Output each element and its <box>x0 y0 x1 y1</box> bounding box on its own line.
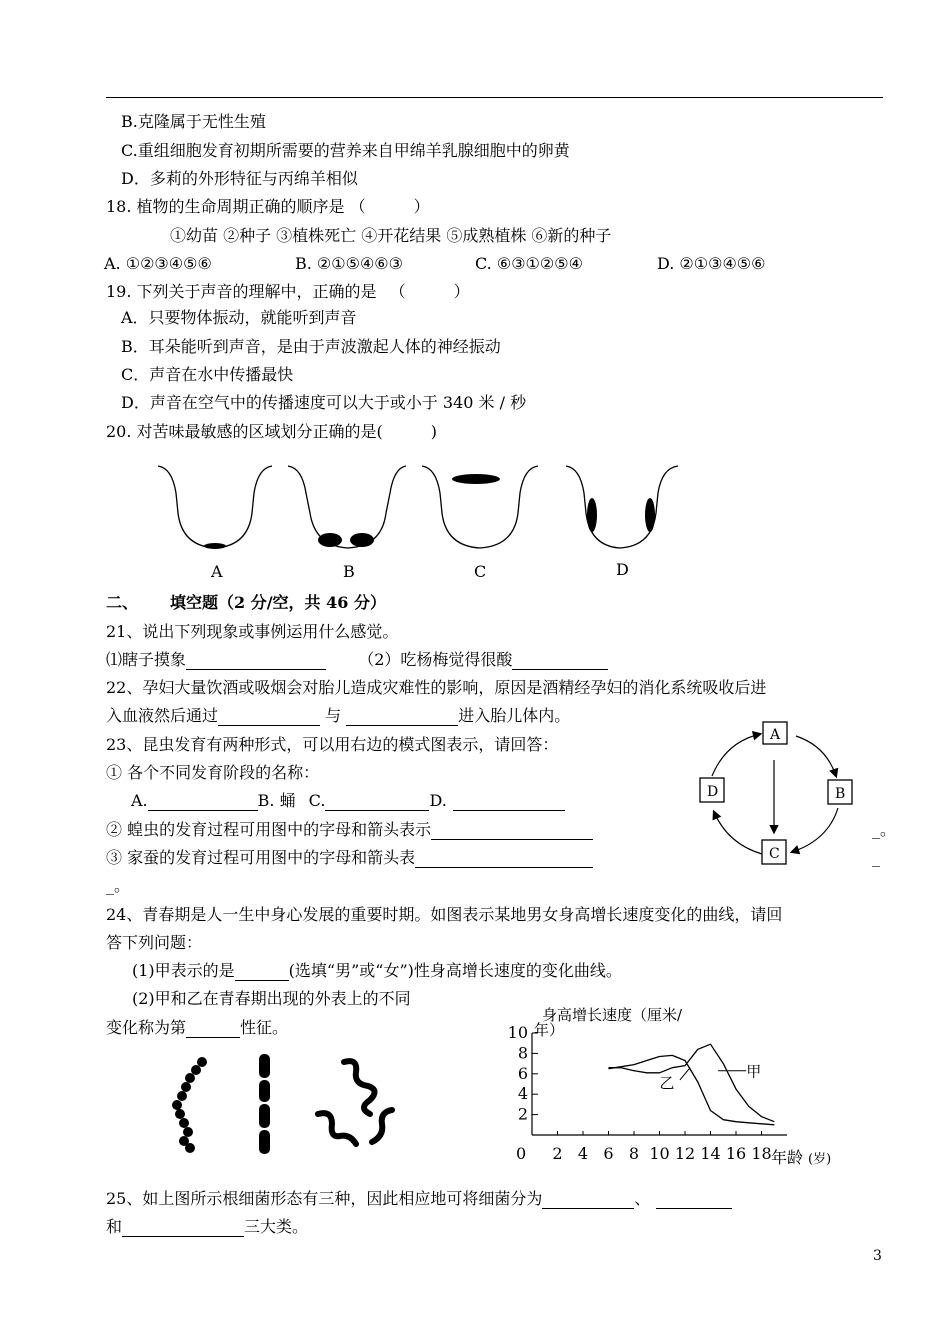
q24-p1-a: (1)甲表示的是 <box>132 961 235 980</box>
q21-stem: 21、说出下列现象或事例运用什么感觉。 <box>106 622 399 641</box>
q23-blank-sub3[interactable] <box>415 851 593 868</box>
q24-line2: 答下列问题： <box>106 933 203 952</box>
q18-option-b: B. ②①⑤④⑥③ <box>295 254 403 273</box>
tongue-d <box>566 466 678 548</box>
chart-xtick-label: 14 <box>700 1144 721 1163</box>
q23-stem: 23、昆虫发育有两种形式，可以用右边的模式图表示，请回答： <box>106 735 559 754</box>
arrow-a-b <box>796 736 836 776</box>
q19-option-a: A．只要物体振动，就能听到声音 <box>121 308 357 327</box>
insect-cycle-diagram <box>692 716 864 868</box>
tongue-label-a: A <box>211 562 223 581</box>
q17-option-d: D．多莉的外形特征与丙绵羊相似 <box>121 169 358 188</box>
q23-label-d: D. <box>429 791 447 810</box>
node-b-label: B <box>835 786 846 802</box>
q19-option-d: D．声音在空气中的传播速度可以大于或小于 340 米 / 秒 <box>121 393 527 412</box>
chart-xlabel-word: 年龄 <box>771 1148 804 1167</box>
arrow-d-a <box>712 734 760 776</box>
q21-blank2[interactable] <box>512 653 608 670</box>
chart-xtick-label: 4 <box>577 1144 589 1163</box>
q24-p1-b: (选填“男”或“女”)性身高增长速度的变化曲线。 <box>288 961 622 980</box>
q21-blank1[interactable] <box>186 653 326 670</box>
chart-origin-label: 0 <box>516 1144 527 1163</box>
q25-blank3[interactable] <box>122 1220 244 1237</box>
chart-xtick-label: 12 <box>674 1144 696 1163</box>
tongue-label-c: C <box>474 562 487 581</box>
q23-sub1: ① 各个不同发育阶段的名称： <box>106 763 320 782</box>
height-growth-chart <box>492 995 852 1173</box>
q18-option-c: C. ⑥③①②⑤④ <box>475 254 583 273</box>
chart-ytick-label: 6 <box>517 1063 528 1083</box>
tongue-b <box>288 466 406 548</box>
bacteria-shapes <box>160 1050 410 1160</box>
q23-sub3-cont: _。 <box>106 876 131 895</box>
chart-xtick-label: 8 <box>628 1144 640 1163</box>
chart-xtick-label: 16 <box>725 1144 747 1163</box>
q21-part2: （2）吃杨梅觉得很酸 <box>358 650 513 669</box>
q24-line1: 24、青春期是人一生中身心发展的重要时期。如图表示某地男女身高增长速度变化的曲线，请回 <box>106 905 783 924</box>
q19-option-b: B．耳朵能听到声音，是由于声波激起人体的神经振动 <box>121 337 501 356</box>
section2-number: 二、 <box>106 593 139 612</box>
q18-option-a: A. ①②③④⑤⑥ <box>104 254 212 273</box>
q17-option-c: C.重组细胞发育初期所需要的营养来自甲绵羊乳腺细胞中的卵黄 <box>121 141 570 160</box>
chart-series-2-name: 乙 <box>659 1074 675 1093</box>
q24-blank2[interactable] <box>186 1021 240 1038</box>
q25-sep: 、 <box>634 1189 651 1208</box>
chart-xtick-label: 2 <box>552 1144 563 1163</box>
q18-items: ①幼苗 ②种子 ③植株死亡 ④开花结果 ⑤成熟植株 ⑥新的种子 <box>170 226 612 245</box>
q24-blank1[interactable] <box>235 964 289 981</box>
header-rule <box>106 97 883 98</box>
q25-blank2[interactable] <box>656 1192 732 1209</box>
chart-ytick-label: 8 <box>517 1043 528 1063</box>
chart-xtick-label: 10 <box>649 1144 670 1163</box>
node-a-label: A <box>770 727 781 743</box>
q23-label-b: B. 蛹 <box>257 791 296 810</box>
arrow-b-c <box>792 808 838 852</box>
coccus-bacteria <box>172 1057 207 1153</box>
bacillus-bacteria <box>259 1054 270 1154</box>
q18-option-d: D. ②①③④⑤⑥ <box>657 254 766 273</box>
q24-p2-c: 性征。 <box>240 1018 289 1037</box>
q19-option-c: C．声音在水中传播最快 <box>121 365 294 384</box>
chart-ylabel-line1: 身高增长速度（厘米/ <box>542 1006 683 1024</box>
section2-title: 填空题（2 分/空，共 46 分） <box>170 593 386 612</box>
q18-stem: 18. 植物的生命周期正确的顺序是 （ ） <box>106 197 430 216</box>
q22-text-c: 进入胎儿体内。 <box>458 706 571 725</box>
chart-series-line-1 <box>609 1044 775 1122</box>
tongue-diagrams <box>150 458 690 586</box>
q24-p2-a: (2)甲和乙在青春期出现的外表上的不同 <box>132 989 411 1008</box>
q22-line1: 22、孕妇大量饮酒或吸烟会对胎儿造成灾难性的影响，原因是酒精经孕妇的消化系统吸收后进 <box>106 678 767 697</box>
q20-stem: 20. 对苦味最敏感的区域划分正确的是( ) <box>106 422 438 441</box>
q23-label-c: C. <box>308 791 326 810</box>
page-number: 3 <box>873 1248 882 1264</box>
tongue-a <box>158 466 272 549</box>
tongue-label-b: B <box>343 562 355 581</box>
q25-and: 和 <box>106 1217 123 1236</box>
q22-text-b: 与 <box>325 706 342 725</box>
q25-end: 三大类。 <box>244 1217 309 1236</box>
chart-ylabel-line2: 年） <box>534 1021 565 1039</box>
node-c-label: C <box>769 846 780 862</box>
q22-blank1[interactable] <box>218 709 320 726</box>
chart-xlabel-unit: (岁) <box>808 1152 832 1167</box>
q23-blank-c[interactable] <box>325 794 429 811</box>
tongue-c <box>422 466 538 548</box>
q23-sub3: ③ 家蚕的发育过程可用图中的字母和箭头表 <box>106 848 416 867</box>
q19-stem: 19. 下列关于声音的理解中，正确的是 （ ） <box>106 282 470 301</box>
q25-line1: 25、如上图所示根细菌形态有三种，因此相应地可将细菌分为 <box>106 1189 543 1208</box>
q23-sub2: ② 蝗虫的发育过程可用图中的字母和箭头表示 <box>106 820 432 839</box>
q23-blank-sub2[interactable] <box>431 823 593 840</box>
chart-ytick-label: 10 <box>507 1023 528 1042</box>
node-d-label: D <box>707 784 719 800</box>
chart-ytick-label: 4 <box>517 1084 528 1104</box>
q23-label-a: A. <box>131 791 148 810</box>
tongue-label-d: D <box>616 560 629 579</box>
chart-series <box>609 1044 775 1125</box>
q21-part1: ⑴瞎子摸象 <box>106 650 187 669</box>
q17-option-b: B.克隆属于无性生殖 <box>121 112 266 131</box>
q23-sub3-end: _ <box>872 848 880 867</box>
q25-blank1[interactable] <box>542 1192 634 1209</box>
chart-xtick-label: 18 <box>751 1144 772 1163</box>
q22-blank2[interactable] <box>346 709 458 726</box>
q23-blank-d[interactable] <box>453 794 565 811</box>
chart-ticks <box>508 1023 772 1163</box>
chart-ytick-label: 2 <box>517 1104 528 1124</box>
q23-sub2-end: _。 <box>872 820 897 839</box>
q24-p2-b: 变化称为第 <box>106 1018 187 1037</box>
spirillum-bacteria <box>318 1061 392 1144</box>
q23-blank-a[interactable] <box>148 794 258 811</box>
chart-xtick-label: 6 <box>603 1144 614 1163</box>
chart-series-2-leader <box>680 1068 690 1080</box>
arrow-c-d <box>714 812 762 854</box>
chart-series-1-name: 甲 <box>746 1062 762 1081</box>
q22-text-a: 入血液然后通过 <box>106 706 219 725</box>
